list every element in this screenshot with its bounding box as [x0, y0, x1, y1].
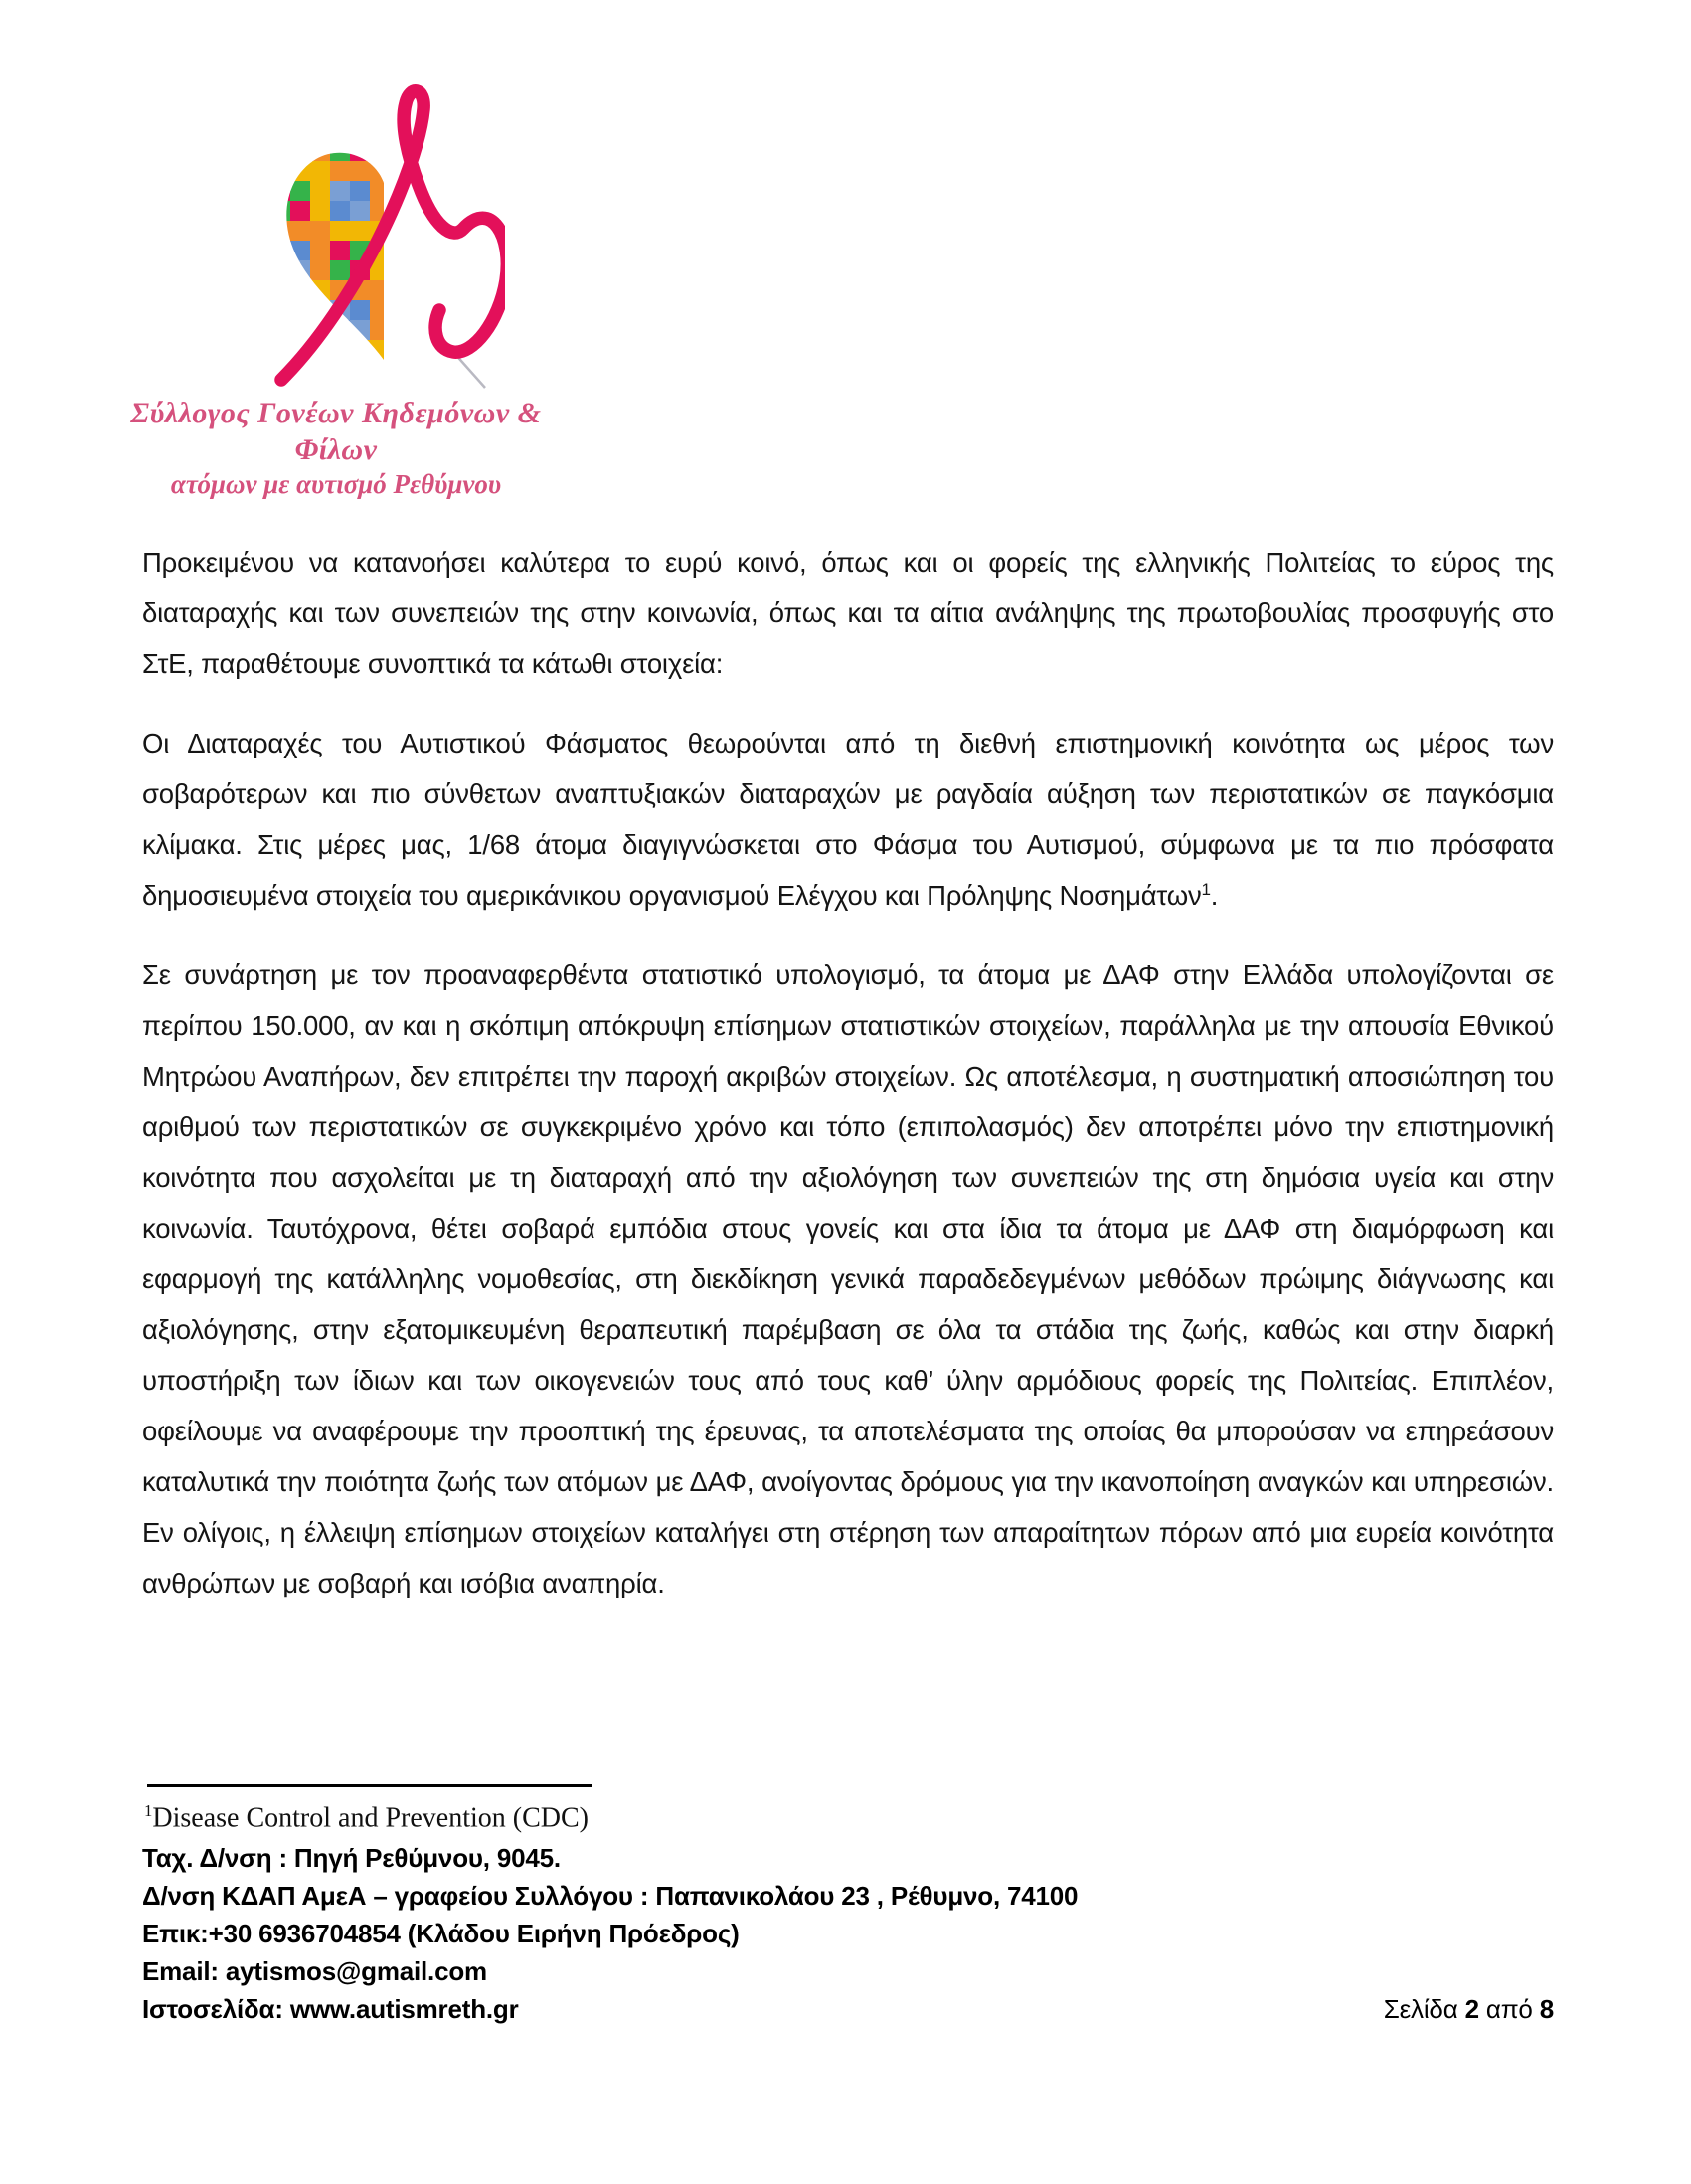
org-name-line1: Σύλλογος Γονέων Κηδεμόνων & Φίλων	[130, 397, 542, 466]
website-url: www.autismreth.gr	[289, 1994, 519, 2024]
page-number-current: 2	[1464, 1994, 1479, 2024]
footnote	[144, 1801, 589, 1834]
footer-email-label: Email:	[142, 1956, 226, 1986]
footer-postal-address: Ταχ. Δ/νση : Πηγή Ρεθύμνου, 9045.	[142, 1843, 561, 1873]
footer-office-address: Δ/νση ΚΔΑΠ ΑμεΑ – γραφείου Συλλόγου : Παπανικολάου 23 , Ρέθυμνο, 74100	[142, 1881, 1079, 1911]
org-name	[127, 396, 545, 501]
footer-website	[142, 1990, 519, 2028]
footnote-separator-rule	[147, 1784, 592, 1787]
paragraph-asd-statistics-period: .	[1210, 880, 1219, 911]
page-word: Σελίδα	[1383, 1994, 1465, 2024]
footer-website-label: Ιστοσελίδα:	[142, 1994, 290, 2024]
paragraph-intro: Προκειμένου να κατανοήσει καλύτερα το ευρύ κοινό, όπως και οι φορείς της ελληνικής Πολιτείας το εύρος της διαταραχής και των συνεπειών της στην κοινωνία, όπως και τα αίτια ανάληψης της πρωτοβουλίας προσφυγής στο ΣτΕ, παραθέτουμε συνοπτικά τα κάτωθι στοιχεία:	[142, 547, 1554, 679]
org-name-line2: ατόμων με αυτισμό Ρεθύμνου	[170, 469, 502, 500]
document-body	[142, 537, 1554, 1637]
autism-heart-logo-icon	[167, 72, 505, 392]
footer-last-row	[142, 1990, 1554, 2028]
footer-phone: Επικ:+30 6936704854 (Κλάδου Ειρήνη Πρόεδρος)	[142, 1919, 740, 1948]
footnote-text: Disease Control and Prevention (CDC)	[152, 1802, 589, 1834]
footnote-reference-marker: 1	[1201, 879, 1211, 899]
paragraph-greece-estimate: Σε συνάρτηση με τον προαναφερθέντα στατιστικό υπολογισμό, τα άτομα με ΔΑΦ στην Ελλάδα υπολογίζονται σε περίπου 150.000, αν και η σκόπιμη απόκρυψη επίσημων στατιστικών στοιχείων, παράλληλα με την απουσία Εθνικού Μητρώου Αναπήρων, δεν επιτρέπει την παροχή ακριβών στοιχείων. Ως αποτέλεσμα, η συστηματική αποσιώπηση του αριθμού των περιστατικών σε συγκεκριμένο χρόνο και τόπο (επιπολασμός) δεν αποτρέπει μόνο την επιστημονική κοινότητα που ασχολείται με τη διαταραχή από την αξιολόγηση των συνεπειών της στη δημόσια υγεία και στην κοινωνία. Ταυτόχρονα, θέτει σοβαρά εμπόδια στους γονείς και στα ίδια τα άτομα με ΔΑΦ στη διαμόρφωση και εφαρμογή της κατάλληλης νομοθεσίας, στη διεκδίκηση γενικά παραδεδεγμένων μεθόδων πρώιμης διάγνωσης και αξιολόγησης, στην εξατομικευμένη θεραπευτική παρέμβαση σε όλα τα στάδια της ζωής, καθώς και στην διαρκή υποστήριξη των ίδιων και των οικογενειών τους από τους καθ’ ύλην αρμόδιους φορείς της Πολιτείας. Επιπλέον, οφείλουμε να αναφέρουμε την προοπτική της έρευνας, τα αποτελέσματα της οποίας θα μπορούσαν να επηρεάσουν καταλυτικά την ποιότητα ζωής των ατόμων με ΔΑΦ, ανοίγοντας δρόμους για την ικανοποίηση αναγκών και υπηρεσιών. Εν ολίγοις, η έλλειψη επίσημων στοιχείων καταλήγει στη στέρηση των απαραίτητων πόρων από μια ευρεία κοινότητα ανθρώπων με σοβαρή και ισόβια αναπηρία.	[142, 959, 1554, 1598]
footer-email	[142, 1952, 1554, 1990]
paragraph-asd-statistics	[142, 718, 1554, 921]
page-indicator	[1384, 1990, 1554, 2028]
org-logo	[127, 72, 545, 501]
footnote-marker: 1	[144, 1801, 153, 1820]
page-number-total: 8	[1539, 1994, 1554, 2024]
email-address: aytismos@gmail.com	[225, 1956, 487, 1986]
page-of-word: από	[1478, 1994, 1540, 2024]
page-footer	[142, 1839, 1554, 2028]
paragraph-asd-statistics-text: Οι Διαταραχές του Αυτιστικού Φάσματος θεωρούνται από τη διεθνή επιστημονική κοινότητα ως μέρος των σοβαρότερων και πιο σύνθετων αναπτυξιακών διαταραχών με ραγδαία αύξηση των περιστατικών σε παγκόσμια κλίμακα. Στις μέρες μας, 1/68 άτομα διαγιγνώσκεται στο Φάσμα του Αυτισμού, σύμφωνα με τα πιο πρόσφατα δημοσιευμένα στοιχεία του αμερικάνικου οργανισμού Ελέγχου και Πρόληψης Νοσημάτων	[142, 728, 1554, 911]
